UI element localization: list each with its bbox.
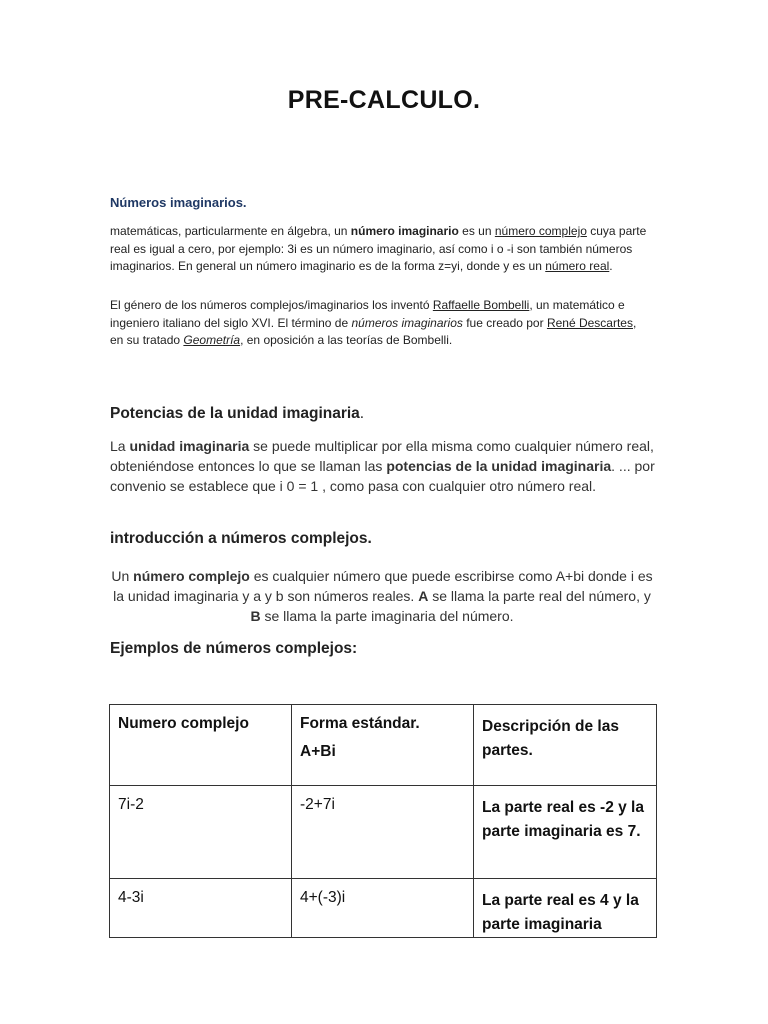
table-row: [110, 786, 657, 879]
table-cell: 4+(-3)i: [292, 879, 474, 938]
section-heading-introduccion: introducción a números complejos.: [110, 530, 372, 547]
link-raffaelle-bombelli[interactable]: Raffaelle Bombelli: [432, 298, 530, 312]
paragraph-numero-imaginario: matemáticas, particularmente en álgebra, un número imaginario es un número complejo cuya parte real es igual a cero, por ejemplo: 3i es un número imaginario, así como i o -i son también números imaginarios. En general un número imaginario es de la forma z=yi, donde y es un número real.: [110, 224, 647, 273]
section-heading-ejemplos: Ejemplos de números complejos:: [110, 640, 358, 657]
table-cell: -2+7i: [292, 786, 474, 879]
table-row: [110, 879, 657, 938]
paragraph-historia: El género de los números complejos/imaginarios los inventó Raffaelle Bombelli, un matemático e ingeniero italiano del siglo XVI. El término de números imaginarios fue creado por René Descartes, en su tratado Geometría, en oposición a las teorías de Bombelli.: [110, 298, 637, 347]
header-cell-descripcion: Descripción de las partes.: [474, 705, 657, 786]
table-header-row: [110, 705, 657, 786]
section-heading-numeros-imaginarios: Números imaginarios.: [110, 195, 247, 210]
table-cell: 4-3i: [110, 879, 292, 938]
link-rene-descartes[interactable]: René Descartes: [546, 315, 633, 330]
link-numero-real[interactable]: número real: [545, 259, 610, 273]
page-title: PRE-CALCULO.: [287, 86, 481, 114]
paragraph-potencias: La unidad imaginaria se puede multiplicar por ella misma como cualquier número real, obteniéndose entonces lo que se llaman las potencias de la unidad imaginaria. ... por convenio se establece que i 0 = 1 , como pasa con cualquier otro número real.: [110, 438, 655, 494]
header-cell-forma-estandar: Forma estándar. A+Bi: [292, 705, 474, 786]
section-heading-potencias: Potencias de la unidad imaginaria.: [110, 405, 365, 422]
table-cell: La parte real es 4 y la parte imaginaria: [474, 879, 657, 938]
link-geometria[interactable]: Geometría: [183, 333, 241, 347]
table-cell: La parte real es -2 y la parte imaginaria es 7.: [474, 786, 657, 879]
header-subtext-formula: A+Bi: [300, 743, 336, 760]
examples-table: [109, 704, 657, 938]
header-cell-numero-complejo: Numero complejo: [110, 705, 292, 786]
link-numero-complejo[interactable]: número complejo: [494, 224, 587, 238]
table-cell: 7i-2: [110, 786, 292, 879]
paragraph-numero-complejo: Un número complejo es cualquier número que puede escribirse como A+bi donde i es la unidad imaginaria y a y b son números reales. A se llama la parte real del número, y B se llama la parte imaginaria del número.: [111, 568, 653, 624]
